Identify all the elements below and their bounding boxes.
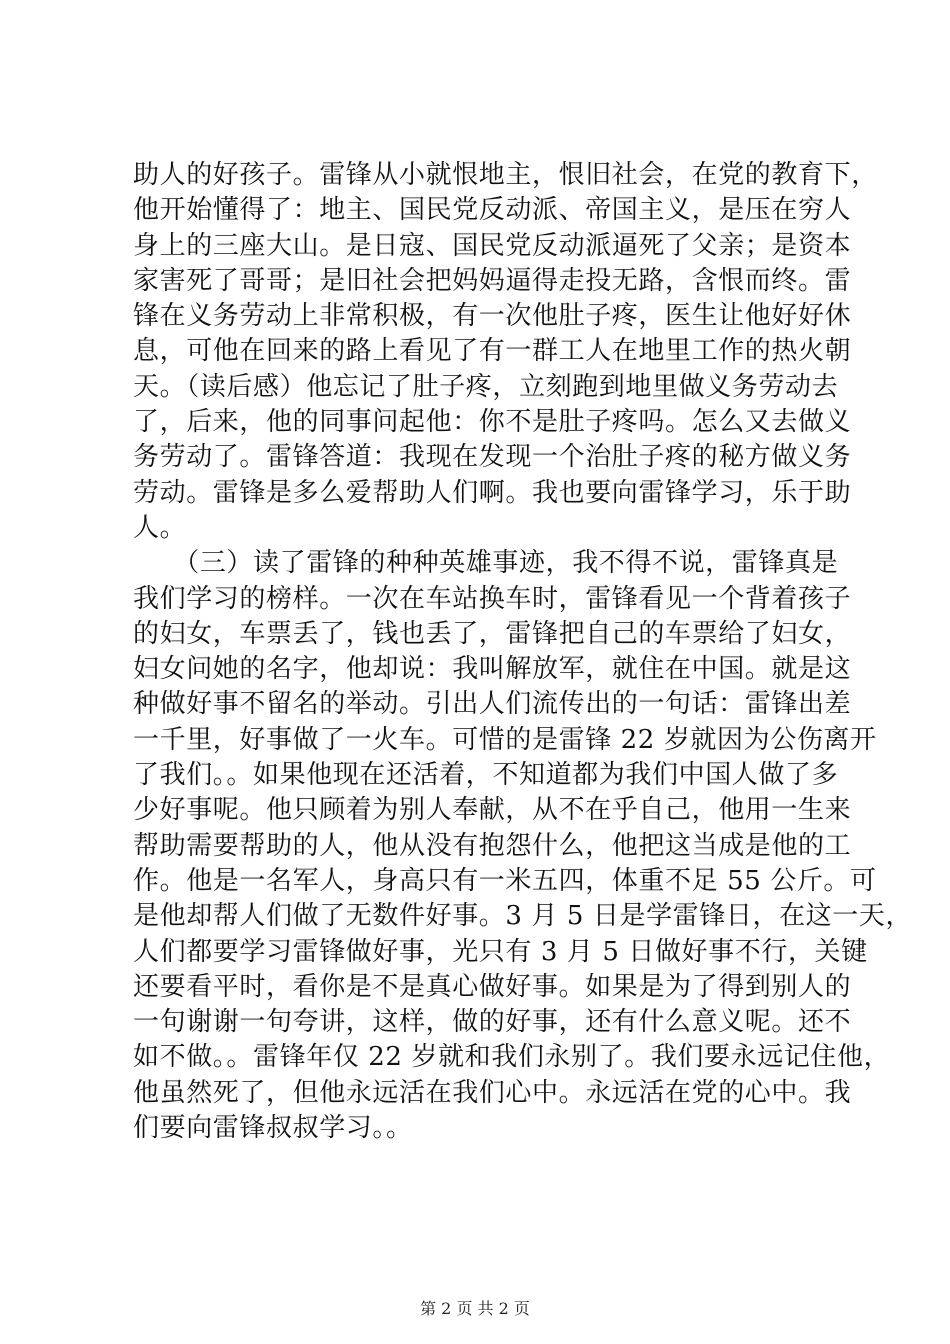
text-line: 了我们。。如果他现在还活着，不知道都为我们中国人做了多	[133, 760, 839, 791]
text-line: 作。他是一名军人，身高只有一米五四，体重不足 55 公斤。可	[133, 865, 877, 896]
text-line: 助人的好孩子。雷锋从小就恨地主，恨旧社会，在党的教育下，	[133, 160, 878, 190]
text-line: 人。	[133, 512, 187, 543]
text-line: 他开始懂得了：地主、国民党反动派、帝国主义，是压在穷人	[133, 195, 852, 226]
text-line: 帮助需要帮助的人，他从没有抱怨什么，他把这当成是他的工	[133, 830, 852, 861]
text-line: 是他却帮人们做了无数件好事。3 月 5 日是学雷锋日，在这一天，	[133, 901, 913, 932]
text-line: 如不做。。雷锋年仅 22 岁就和我们永别了。我们要永远记住他，	[133, 1042, 891, 1073]
text-line: 劳动。雷锋是多么爱帮助人们啊。我也要向雷锋学习，乐于助	[133, 477, 852, 508]
text-line: 妇女问她的名字，他却说：我叫解放军，就住在中国。就是这	[133, 654, 852, 685]
text-line: 种做好事不留名的举动。引出人们流传出的一句话：雷锋出差	[133, 689, 852, 720]
text-line: 人们都要学习雷锋做好事，光只有 3 月 5 日做好事不行，关键	[133, 936, 868, 967]
text-line: 锋在义务劳动上非常积极，有一次他肚子疼，医生让他好好休	[133, 301, 852, 332]
text-line: 少好事呢。他只顾着为别人奉献，从不在乎自己，他用一生来	[133, 795, 852, 826]
text-line: 息，可他在回来的路上看见了有一群工人在地里工作的热火朝	[133, 336, 852, 367]
text-line: 他虽然死了，但他永远活在我们心中。永远活在党的心中。我	[133, 1077, 852, 1108]
article-body	[133, 158, 913, 1146]
text-line: 一千里，好事做了一火车。可惜的是雷锋 22 岁就因为公伤离开	[133, 724, 877, 755]
text-line: 务劳动了。雷锋答道：我现在发现一个治肚子疼的秘方做义务	[133, 442, 852, 473]
text-line: 们要向雷锋叔叔学习。。	[133, 1113, 413, 1144]
text-line: 天。（读后感）他忘记了肚子疼，立刻跑到地里做义务劳动去	[133, 371, 839, 402]
text-line: 的妇女，车票丢了，钱也丢了，雷锋把自己的车票给了妇女，	[133, 618, 852, 649]
text-line: 身上的三座大山。是日寇、国民党反动派逼死了父亲；是资本	[133, 230, 852, 261]
text-line: 还要看平时，看你是不是真心做好事。如果是为了得到别人的	[133, 971, 852, 1002]
text-line: 了，后来，他的同事问起他：你不是肚子疼吗。怎么又去做义	[133, 407, 852, 438]
text-line: （三）读了雷锋的种种英雄事迹，我不得不说，雷锋真是	[133, 548, 839, 579]
page-number-footer: 第 2 页 共 2 页	[420, 1299, 530, 1318]
text-line: 一句谢谢一句夸讲，这样，做的好事，还有什么意义呢。还不	[133, 1007, 852, 1038]
text-line: 家害死了哥哥；是旧社会把妈妈逼得走投无路，含恨而终。雷	[133, 265, 852, 296]
text-line: 我们学习的榜样。一次在车站换车时，雷锋看见一个背着孩子	[133, 583, 852, 614]
